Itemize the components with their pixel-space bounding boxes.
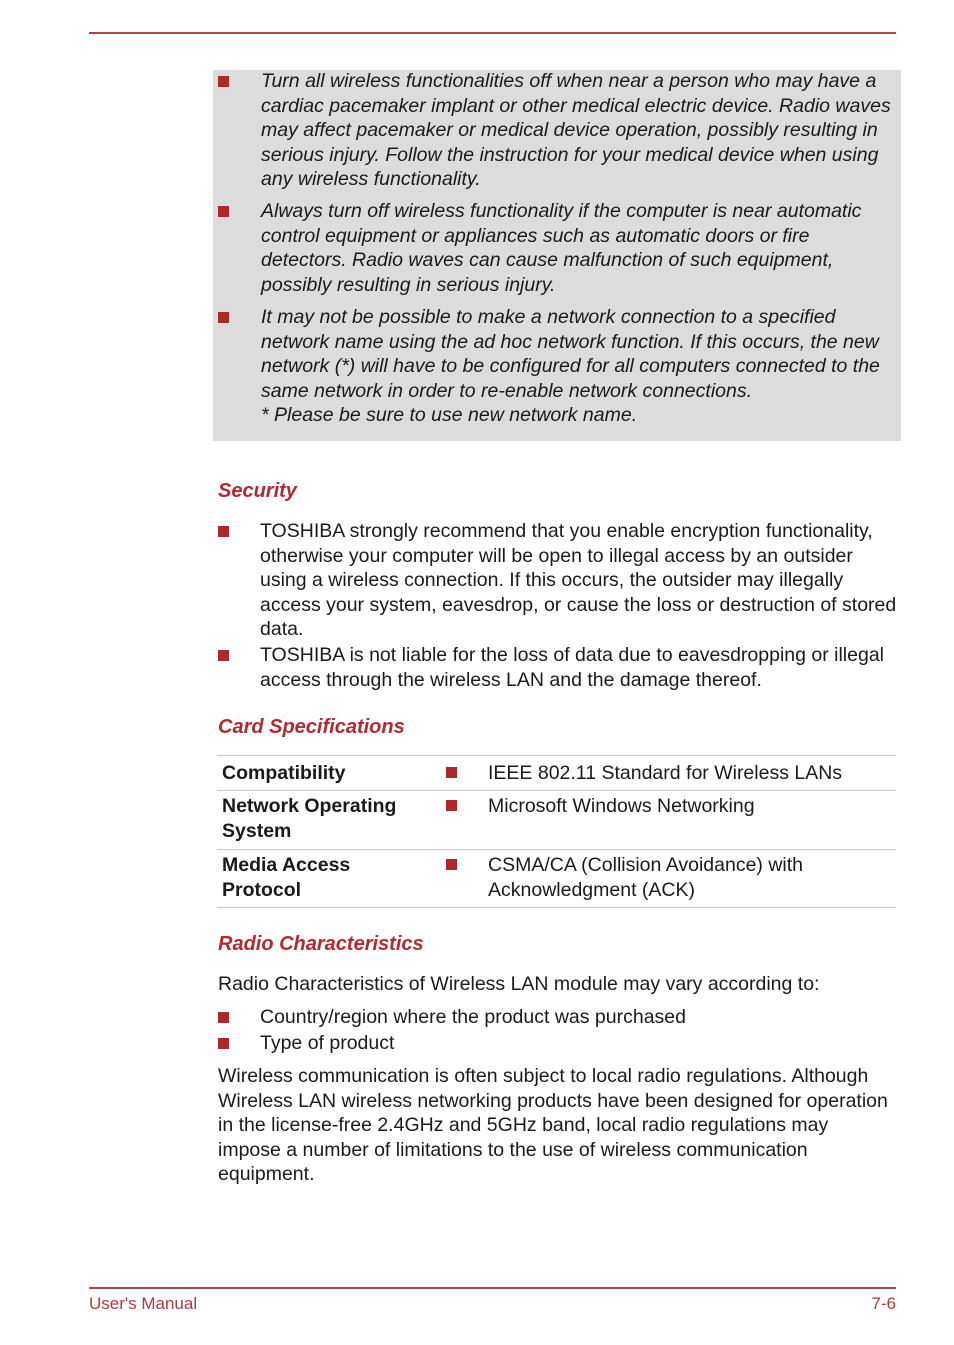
section-heading-security: Security: [218, 480, 297, 502]
page-number: 7-6: [871, 1294, 896, 1313]
spec-value: CSMA/CA (Collision Avoidance) with Acknowledgment (ACK): [488, 854, 804, 901]
list-item: TOSHIBA is not liable for the loss of data due to eavesdropping or illegal access through the wireless LAN and the damage thereof.: [260, 644, 885, 691]
table-row: [217, 849, 896, 908]
bullet-square-icon: [218, 526, 229, 537]
table-row: [217, 790, 896, 849]
note-item: Always turn off wireless functionality if the computer is near automatic control equipment or appliances such as automatic doors or fire detectors. Radio waves can cause malfunction of such equipment, possibly resulting in serious injury.: [261, 200, 862, 296]
warning-note-box: [213, 70, 901, 441]
bullet-square-icon: [218, 1038, 229, 1049]
section-heading-card-specifications: Card Specifications: [218, 716, 405, 738]
list-item: Type of product: [260, 1032, 395, 1054]
radio-paragraph: Wireless communication is often subject to local radio regulations. Although Wireless LAN wireless networking products have been designed for operation in the license-free 2.4GHz and 5GHz band, local radio regulations may impose a number of limitations to the use of wireless communication equipment.: [218, 1065, 888, 1186]
bullet-square-icon: [218, 312, 229, 323]
section-heading-radio-characteristics: Radio Characteristics: [218, 933, 424, 955]
note-item: It may not be possible to make a network connection to a specified network name using the ad hoc network function. If this occurs, the new network (*) will have to be configured for all computers connected to the same network in order to re-enable network connections.: [261, 306, 880, 402]
bullet-square-icon: [446, 800, 457, 811]
header-rule: [89, 32, 896, 34]
spec-label: Network Operating System: [222, 795, 397, 842]
footer-manual-title: User's Manual: [89, 1294, 198, 1313]
footer-rule: [89, 1287, 896, 1289]
bullet-square-icon: [446, 767, 457, 778]
radio-intro: Radio Characteristics of Wireless LAN module may vary according to:: [218, 973, 820, 995]
spec-label: Media Access Protocol: [222, 854, 351, 901]
table-row: [217, 755, 896, 791]
list-item: Country/region where the product was purchased: [260, 1006, 686, 1028]
list-item: TOSHIBA strongly recommend that you enable encryption functionality, otherwise your computer will be open to illegal access by an outsider using a wireless connection. If this occurs, the outsider may illegally access your system, eavesdrop, or cause the loss or destruction of stored data.: [260, 520, 897, 641]
spec-value: IEEE 802.11 Standard for Wireless LANs: [488, 762, 843, 784]
spec-value: Microsoft Windows Networking: [488, 795, 755, 817]
bullet-square-icon: [218, 206, 229, 217]
note-footnote: * Please be sure to use new network name.: [261, 404, 638, 426]
note-item: Turn all wireless functionalities off when near a person who may have a cardiac pacemaker implant or other medical electric device. Radio waves may affect pacemaker or medical device operation, possibly resulting in serious injury. Follow the instruction for your medical device when using any wireless functionality.: [261, 70, 891, 191]
bullet-square-icon: [218, 1012, 229, 1023]
bullet-square-icon: [218, 650, 229, 661]
table-bottom-rule: [217, 907, 896, 908]
bullet-square-icon: [218, 76, 229, 87]
bullet-square-icon: [446, 859, 457, 870]
spec-label: Compatibility: [222, 762, 346, 784]
